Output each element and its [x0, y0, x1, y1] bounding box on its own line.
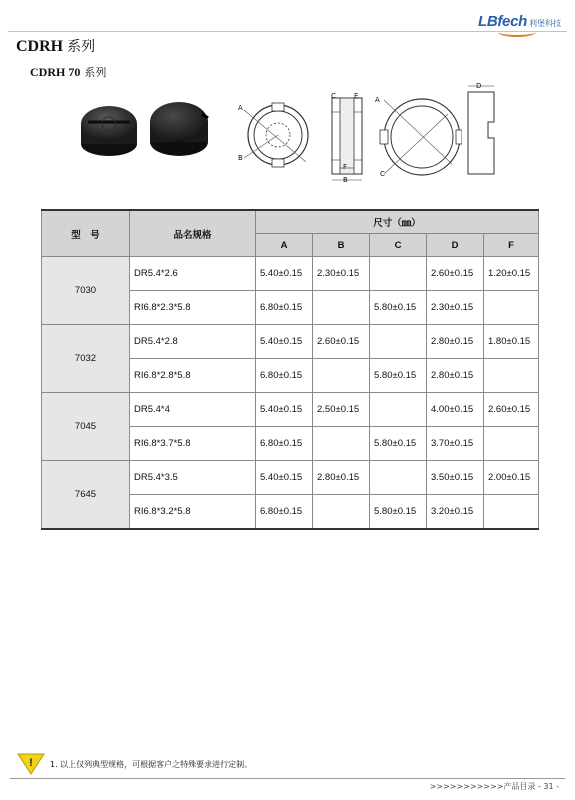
- dim-a-cell: 5.40±0.15: [256, 257, 313, 291]
- dim-b-cell: 2.30±0.15: [313, 257, 370, 291]
- spec-cell: DR5.4*4: [130, 393, 256, 427]
- spec-cell: RI6.8*3.2*5.8: [130, 495, 256, 530]
- table-row: [42, 461, 539, 495]
- footer-divider: [10, 778, 565, 779]
- dim-d-cell: 4.00±0.15: [427, 393, 484, 427]
- dim-a-cell: 5.40±0.15: [256, 461, 313, 495]
- model-cell: 7032: [42, 325, 130, 393]
- dim-c-cell: 5.80±0.15: [370, 291, 427, 325]
- dim-d-cell: 2.30±0.15: [427, 291, 484, 325]
- model-cell: 7030: [42, 257, 130, 325]
- logo-swoosh: [498, 27, 536, 37]
- dim-b-cell: [313, 495, 370, 530]
- diagram2-label-f: F: [343, 163, 348, 171]
- subseries-word: 系列: [84, 66, 107, 79]
- series-word: 系列: [67, 39, 96, 55]
- dim-c-cell: 5.80±0.15: [370, 359, 427, 393]
- ring-core-top-view-diagram: [372, 92, 462, 182]
- diagram1-label-b: B: [238, 154, 243, 162]
- spec-cell: RI6.8*3.7*5.8: [130, 427, 256, 461]
- diagram3-label-a: A: [375, 96, 380, 104]
- dim-b-cell: [313, 359, 370, 393]
- dim-c-cell: 5.80±0.15: [370, 427, 427, 461]
- dim-a-cell: 5.40±0.15: [256, 325, 313, 359]
- dim-f-cell: 2.00±0.15: [484, 461, 539, 495]
- header-model: 型 号: [42, 210, 130, 257]
- diagram1-label-a: A: [238, 104, 243, 112]
- dim-d-cell: 2.80±0.15: [427, 359, 484, 393]
- warning-mark: !: [29, 757, 33, 769]
- dim-f-cell: 1.20±0.15: [484, 257, 539, 291]
- dim-d-cell: 3.20±0.15: [427, 495, 484, 530]
- page-title: [16, 36, 95, 56]
- table-row: [42, 257, 539, 291]
- diagram2-label-e: E: [354, 92, 359, 100]
- drum-core-top-view-diagram: [236, 100, 316, 170]
- logo-subtext: 利堡科技: [529, 18, 561, 28]
- dim-d-cell: 2.60±0.15: [427, 257, 484, 291]
- dim-c-cell: [370, 257, 427, 291]
- diagram2-label-c: C: [331, 92, 336, 100]
- table-row: [42, 393, 539, 427]
- dim-f-cell: [484, 495, 539, 530]
- model-cell: 7045: [42, 393, 130, 461]
- product-photo-ring-core: [146, 98, 212, 160]
- dim-f-cell: 1.80±0.15: [484, 325, 539, 359]
- subseries-code: CDRH 70: [30, 65, 81, 79]
- header-dim-d: D: [427, 234, 484, 257]
- footer-note-text: 1. 以上仅列典型规格，可根据客户之特殊要求进行定制。: [50, 759, 253, 769]
- dim-f-cell: [484, 427, 539, 461]
- ring-core-side-view-diagram: [464, 82, 500, 178]
- dim-c-cell: [370, 393, 427, 427]
- diagram4-label-d: D: [476, 82, 482, 90]
- header-dim-f: F: [484, 234, 539, 257]
- series-code: CDRH: [16, 38, 64, 55]
- diagram2-label-b: B: [343, 176, 348, 184]
- product-photo-drum-core: [76, 100, 142, 160]
- header-dim-a: A: [256, 234, 313, 257]
- spec-cell: DR5.4*2.8: [130, 325, 256, 359]
- dim-a-cell: 6.80±0.15: [256, 495, 313, 530]
- footer-note: [16, 752, 252, 776]
- header-spec: 品名规格: [130, 210, 256, 257]
- drum-core-side-view-diagram: [326, 92, 368, 186]
- dim-a-cell: 6.80±0.15: [256, 359, 313, 393]
- spec-cell: RI6.8*2.3*5.8: [130, 291, 256, 325]
- spec-cell: DR5.4*2.6: [130, 257, 256, 291]
- header-dimensions: 尺寸（㎜）: [256, 210, 539, 234]
- header-dim-c: C: [370, 234, 427, 257]
- dim-f-cell: 2.60±0.15: [484, 393, 539, 427]
- dim-b-cell: 2.60±0.15: [313, 325, 370, 359]
- subsection-title: [30, 64, 106, 80]
- dim-b-cell: 2.80±0.15: [313, 461, 370, 495]
- logo-text: LBfech: [477, 12, 527, 30]
- dim-a-cell: 6.80±0.15: [256, 427, 313, 461]
- table-row: [42, 325, 539, 359]
- footer-page-number: >>>>>>>>>>>产品目录 - 31 -: [429, 782, 559, 791]
- dim-d-cell: 3.50±0.15: [427, 461, 484, 495]
- dim-c-cell: 5.80±0.15: [370, 495, 427, 530]
- dim-b-cell: 2.50±0.15: [313, 393, 370, 427]
- dim-f-cell: [484, 359, 539, 393]
- warning-icon: [16, 752, 46, 776]
- spec-cell: RI6.8*2.8*5.8: [130, 359, 256, 393]
- header-divider: [8, 31, 567, 32]
- dim-d-cell: 2.80±0.15: [427, 325, 484, 359]
- diagram3-label-c: C: [380, 170, 385, 178]
- model-cell: 7645: [42, 461, 130, 530]
- dim-a-cell: 5.40±0.15: [256, 393, 313, 427]
- dim-d-cell: 3.70±0.15: [427, 427, 484, 461]
- dim-a-cell: 6.80±0.15: [256, 291, 313, 325]
- spec-table: [41, 209, 539, 530]
- dim-c-cell: [370, 325, 427, 359]
- dim-f-cell: [484, 291, 539, 325]
- header-dim-b: B: [313, 234, 370, 257]
- dim-c-cell: [370, 461, 427, 495]
- dim-b-cell: [313, 291, 370, 325]
- spec-cell: DR5.4*3.5: [130, 461, 256, 495]
- dim-b-cell: [313, 427, 370, 461]
